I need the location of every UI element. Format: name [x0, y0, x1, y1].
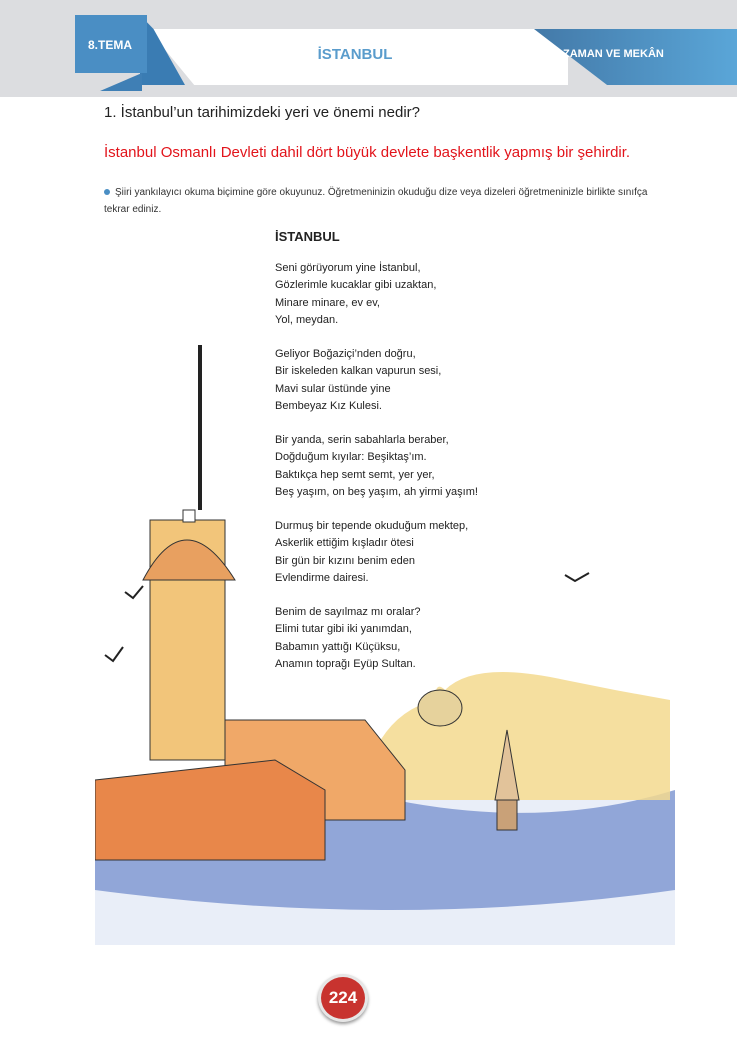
poem-line: Geliyor Boğaziçi’nden doğru,: [275, 347, 416, 360]
stanza-3: [275, 432, 478, 502]
question: 1. İstanbul’un tarihimizdeki yeri ve önemi nedir?: [104, 104, 420, 121]
page-number: 224: [318, 974, 368, 1022]
theme-label: 8.TEMA: [88, 38, 133, 52]
bird-icon: [105, 647, 123, 661]
poem-line: Durmuş bir tepende okuduğum mektep,: [275, 519, 469, 532]
tower-lantern: [183, 510, 195, 522]
poem-line: Beş yaşım, on beş yaşım, ah yirmi yaşım!: [275, 486, 478, 498]
poem-line: Gözlerimle kucaklar gibi uzaktan,: [275, 279, 437, 291]
poem-title: İSTANBUL: [275, 229, 340, 244]
poem-line: Evlendirme dairesi.: [275, 572, 369, 584]
poem-line: Babamın yattığı Küçüksu,: [275, 640, 401, 653]
bird-icon: [125, 586, 143, 598]
answer: İstanbul Osmanlı Devleti dahil dört büyük devlete başkentlik yapmış bir şehirdir.: [104, 144, 631, 161]
poem-line: Bir yanda, serin sabahlarla beraber,: [275, 433, 449, 446]
poem-line: Seni görüyorum yine İstanbul,: [275, 261, 421, 274]
poem-line: Baktıkça hep semt semt, yer yer,: [275, 468, 435, 481]
small-tower: [497, 800, 517, 830]
bullet-icon: [104, 189, 110, 195]
mosque-dome: [418, 690, 462, 726]
city-skyline: [375, 672, 670, 800]
poem-line: Anamın toprağı Eyüp Sultan.: [275, 658, 416, 670]
instruction-text: Şiiri yankılayıcı okuma biçimine göre okuyunuz. Öğretmeninizin okuduğu dize veya dizeleri öğretmeninizle birlikte sınıfça tekrar ediniz.: [104, 187, 648, 215]
stanza-4: [275, 518, 478, 588]
unit-label: ZAMAN VE MEKÂN: [563, 48, 664, 60]
bird-icon: [565, 573, 589, 581]
stanza-2: [275, 346, 478, 416]
stanza-1: [275, 260, 478, 330]
poem-line: Bir iskeleden kalkan vapurun sesi,: [275, 365, 442, 377]
poem: [275, 228, 478, 690]
page-title: İSTANBUL: [317, 46, 393, 63]
poem-line: Bir gün bir kızını benim eden: [275, 554, 416, 567]
poem-line: Benim de sayılmaz mı oralar?: [275, 605, 421, 618]
instruction: [104, 184, 674, 218]
poem-line: Minare minare, ev ev,: [275, 296, 380, 309]
poem-line: Mavi sular üstünde yine: [275, 382, 391, 395]
poem-line: Elimi tutar gibi iki yanımdan,: [275, 623, 412, 635]
poem-line: Askerlik ettiğim kışladır ötesi: [275, 537, 414, 549]
poem-line: Doğduğum kıyılar: Beşiktaş’ım.: [275, 451, 427, 463]
stanza-5: [275, 604, 478, 674]
shore-building: [95, 760, 325, 860]
poem-line: Bembeyaz Kız Kulesi.: [275, 400, 382, 412]
poem-line: Yol, meydan.: [275, 314, 339, 326]
